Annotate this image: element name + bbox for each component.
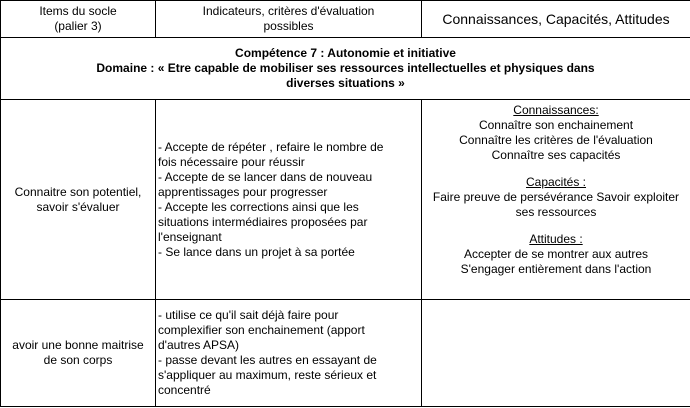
competence-cell: [1, 38, 690, 100]
indicator-line: situations intermédiaires proposées par: [158, 214, 368, 229]
capacite-line: Faire preuve de persévérance Savoir exploiter: [432, 190, 680, 204]
header-col2-line1: Indicateurs, critères d'évaluation: [202, 4, 375, 18]
attitude-line: S'engager entièrement dans l'action: [460, 262, 652, 276]
indicator-line: apprentissages pour progresser: [158, 184, 328, 199]
connaissance-line: Connaître son enchainement: [478, 118, 634, 132]
competence-title: Compétence 7 : Autonomie et initiative: [235, 46, 456, 60]
table-row: [1, 100, 690, 300]
attitudes-title: Attitudes :: [529, 232, 583, 246]
item-cell: [1, 100, 156, 300]
header-col1-line1: Items du socle: [39, 4, 117, 18]
header-items-du-socle: [1, 1, 156, 38]
item-line: Connaitre son potentiel,: [14, 184, 142, 199]
indicator-line: complexifier son enchainement (apport: [158, 323, 365, 337]
indicator-line: - Accepte de répéter , refaire le nombre de: [158, 139, 384, 154]
connaissance-line: Connaître les critères de l'évaluation: [459, 133, 653, 147]
indicator-line: - Se lance dans un projet à sa portée: [158, 244, 355, 259]
indicator-line: concentré: [158, 383, 211, 397]
header-col2-line2: possibles: [263, 19, 314, 33]
capacites-title: Capacités :: [525, 175, 587, 189]
domain-line1: Domaine : « Etre capable de mobiliser ses ressources intellectuelles et physiques dans: [96, 61, 595, 75]
indicators-cell: [156, 100, 422, 300]
indicators-cell: [156, 300, 422, 407]
domain-line2: diverses situations »: [286, 76, 405, 90]
indicator-line: l'enseignant: [158, 229, 222, 244]
competence-row: [1, 38, 690, 100]
header-indicateurs: [156, 1, 422, 38]
header-connaissances: Connaissances, Capacités, Attitudes: [422, 1, 690, 38]
indicator-line: - Accepte de se lancer dans de nouveau: [158, 169, 373, 184]
indicator-line: d'autres APSA): [158, 338, 239, 352]
attitude-line: Accepter de se montrer aux autres: [463, 247, 649, 261]
table-row: [1, 300, 690, 407]
indicator-line: - Accepte les corrections ainsi que les: [158, 199, 359, 214]
spacer: [424, 163, 688, 175]
item-cell: [1, 300, 156, 407]
connaissance-line: Connaître ses capacités: [491, 148, 621, 162]
knowledge-cell: [422, 100, 690, 300]
header-col1-line2: (palier 3): [54, 19, 102, 33]
header-row: [1, 1, 690, 38]
item-line: savoir s'évaluer: [36, 199, 120, 214]
item-line: avoir une bonne maitrise: [12, 338, 144, 352]
indicator-line: - passe devant les autres en essayant de: [158, 353, 377, 367]
spacer: [424, 220, 688, 232]
capacite-line: ses ressources: [515, 205, 597, 219]
item-line: de son corps: [43, 353, 113, 367]
indicator-line: - utilise ce qu'il sait déjà faire pour: [158, 308, 339, 322]
knowledge-cell-empty: [422, 300, 690, 407]
indicator-line: fois nécessaire pour réussir: [158, 154, 305, 169]
indicator-line: s'appliquer au maximum, reste sérieux et: [158, 368, 377, 382]
connaissances-title: Connaissances:: [513, 103, 599, 117]
